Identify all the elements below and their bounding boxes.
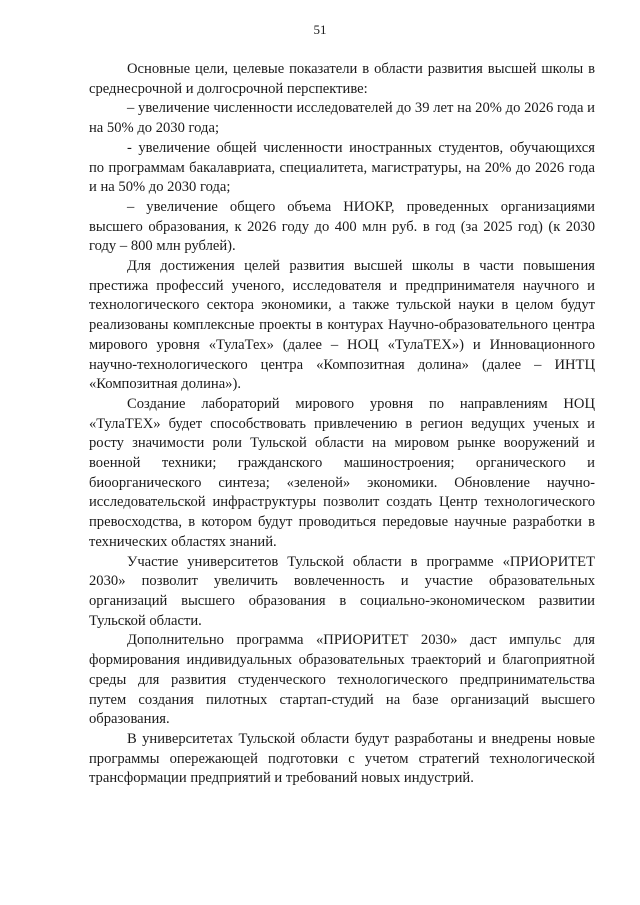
page-number: 51 [313,22,327,37]
paragraph-world-class-labs: Создание лабораторий мирового уровня по направлениям НОЦ «ТулаТЕХ» будет способствовать привлечению в регион ведущих ученых и росту значимости роли Тульской области на мировом рынке вооружений и военной техники; гражданского машиностроения; органического и биоорганического синтеза; «зеленой» экономики. Обновление научно-исследовательской инфраструктуры позволит создать Центр технологического превосходства, в котором будут проводиться передовые научные разработки в технических областях знаний. [89,395,595,550]
paragraph-complex-projects: Для достижения целей развития высшей школы в части повышения престижа профессий ученого, исследователя и предпринимателя научного и технологического сектора экономики, а также тульской науки в целом будут реализованы комплексные проекты в контурах Научно-образовательного центра мирового уровня «ТулаТех» (далее – НОЦ «ТулаТЕХ») и Инновационного научно-технологического центра «Композитная долина» (далее – ИНТЦ «Композитная долина»). [89,258,595,393]
paragraph-foreign-students-target: - увеличение общей численности иностранных студентов, обучающихся по программам бакалавриата, специалитета, магистратуры, на 20% до 2026 года и на 50% до 2030 года; [89,139,595,196]
paragraph-goals-intro: Основные цели, целевые показатели в области развития высшей школы в среднесрочной и долгосрочной перспективе: [89,61,595,97]
paragraph-researchers-target: – увеличение численности исследователей до 39 лет на 20% до 2026 года и на 50% до 2030 года; [89,100,595,137]
document-body [89,60,595,789]
paragraph-niokr-target: – увеличение общего объема НИОКР, проведенных организациями высшего образования, к 2026 году до 400 млн руб. в год (за 2025 год) (к 2030 году – 800 млн рублей). [89,198,595,255]
paragraph-priority-2030-impulse: Дополнительно программа «ПРИОРИТЕТ 2030» даст импульс для формирования индивидуальных образовательных траекторий и благоприятной среды для развития студенческого технологического предпринимательства путем создания пилотных стартап-студий на базе организаций высшего образования. [89,632,595,728]
paragraph-new-programs: В университетах Тульской области будут разработаны и внедрены новые программы опережающей подготовки с учетом стратегий технологической трансформации предприятий и требований новых индустрий. [89,730,595,787]
paragraph-priority-2030-participation: Участие университетов Тульской области в программе «ПРИОРИТЕТ 2030» позволит увеличить вовлеченность и участие образовательных организаций высшего образования в социально-экономическом развитии Тульской области. [89,553,595,629]
